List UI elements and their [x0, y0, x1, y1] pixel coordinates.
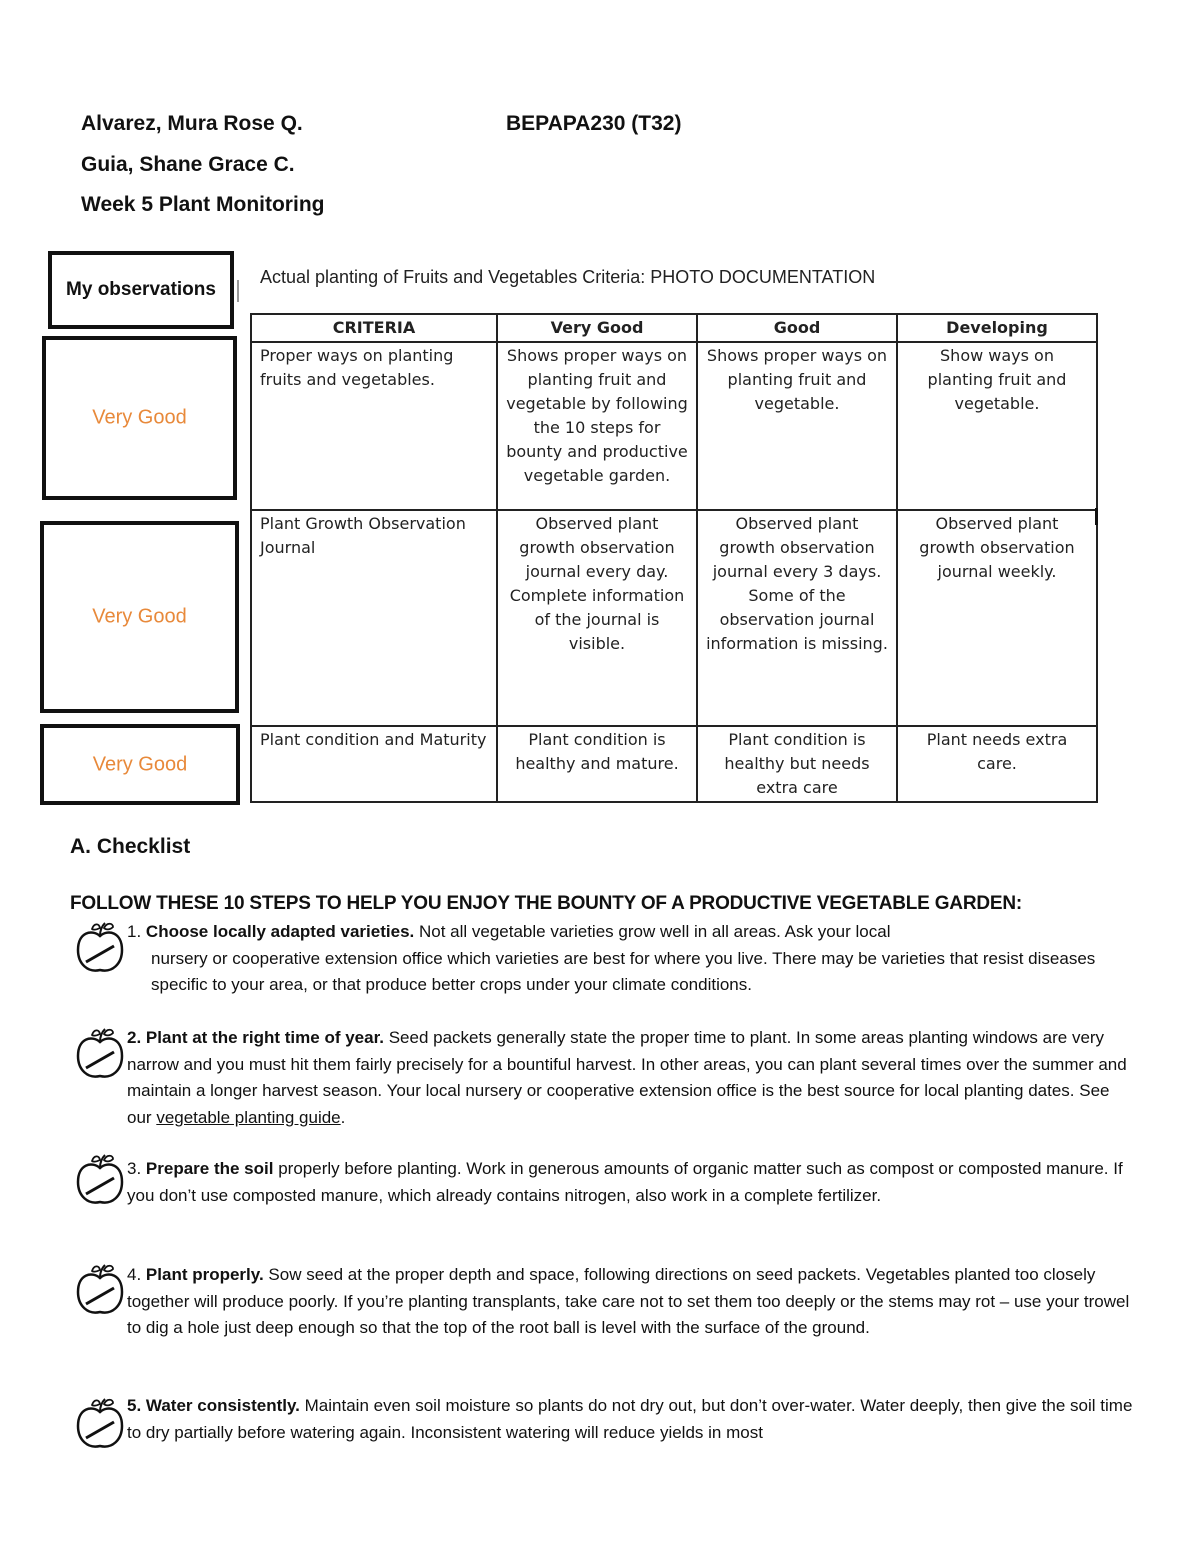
step-text: Sow seed at the proper depth and space, following directions on seed packets. Vegetables planted too closely together will produce poorly. If you’re planting transplants, take care not to set them too deeply or the stems may rot – use your trowel to dig a hole just deep enough so that the top of the root ball is level with the surface of the ground. [127, 1265, 1130, 1337]
rating-3: Very Good [92, 753, 188, 775]
row-very-good: Plant condition is healthy and mature. [497, 726, 697, 802]
class-section: BEPAPA230 (T32) [506, 112, 682, 135]
row-developing: Observed plant growth observation journal weekly. [897, 510, 1097, 726]
row-good: Observed plant growth observation journal every 3 days. Some of the observation journal information is missing. [697, 510, 897, 726]
step-text: Not all vegetable varieties grow well in all areas. Ask your local [418, 922, 891, 941]
rating-box-2 [40, 521, 239, 713]
step-number: 1. [127, 922, 142, 941]
step-number: 3. [127, 1159, 142, 1178]
planting-guide-link[interactable]: vegetable planting guide [156, 1107, 341, 1127]
rubric-title: Actual planting of Fruits and Vegetables Criteria: PHOTO DOCUMENTATION [260, 267, 876, 287]
step-text: Maintain even soil moisture so plants do not dry out, but don’t over-water. Water deeply, then give the soil time to dry partially before watering again. Inconsistent watering will reduce yields in most [127, 1396, 1133, 1442]
rating-box-1 [42, 336, 237, 500]
row-criteria: Plant condition and Maturity [251, 726, 497, 802]
checklist-heading: A. Checklist [70, 835, 191, 858]
step-bold: Water consistently. [145, 1396, 300, 1415]
col-very-good: Very Good [497, 314, 697, 342]
rubric-header-row [251, 314, 1097, 342]
step-bold: Plant properly. [145, 1265, 264, 1284]
table-row [251, 726, 1097, 802]
rating-2: Very Good [92, 605, 187, 628]
row-very-good: Shows proper ways on planting fruit and vegetable by following the 10 steps for bounty and productive vegetable garden. [497, 342, 697, 510]
step-text: nursery or cooperative extension office which varieties are best for where you live. There may be varieties that resist diseases specific to your area, or that produce better crops under your climate conditions. [151, 948, 1096, 994]
row-good: Shows proper ways on planting fruit and vegetable. [697, 342, 897, 510]
text-cursor-mark [237, 280, 239, 302]
step-text-end: . [340, 1107, 346, 1127]
step-number: 5. [127, 1396, 142, 1415]
step-bold: Prepare the soil [145, 1159, 274, 1178]
student-name-2: Guia, Shane Grace C. [81, 153, 295, 176]
apple-check-icon [72, 920, 128, 976]
step-2 [127, 1025, 1137, 1131]
table-row [251, 342, 1097, 510]
cell-cursor-mark [1095, 508, 1098, 525]
row-very-good: Observed plant growth observation journal every day. Complete information of the journal is visible. [497, 510, 697, 726]
step-5 [127, 1393, 1137, 1446]
step-bold: Plant at the right time of year. [145, 1028, 384, 1047]
my-observations-label: My observations [66, 279, 216, 300]
row-good: Plant condition is healthy but needs extra care [697, 726, 897, 802]
table-row [251, 510, 1097, 726]
steps-title: FOLLOW THESE 10 STEPS TO HELP YOU ENJOY THE BOUNTY OF A PRODUCTIVE VEGETABLE GARDEN: [70, 893, 1022, 914]
step-bold: Choose locally adapted varieties. [145, 922, 415, 941]
col-developing: Developing [897, 314, 1097, 342]
apple-check-icon [72, 1262, 128, 1318]
student-name-1: Alvarez, Mura Rose Q. [81, 112, 303, 135]
apple-check-icon [72, 1396, 128, 1452]
rating-box-3 [40, 724, 240, 805]
apple-check-icon [72, 1026, 128, 1082]
col-criteria: CRITERIA [251, 314, 497, 342]
step-text: properly before planting. Work in generous amounts of organic matter such as compost or composted manure. If you don’t use composted manure, which already contains nitrogen, also work in a complete fertilizer. [127, 1159, 1123, 1205]
step-1 [127, 919, 1137, 999]
step-3 [127, 1156, 1137, 1209]
row-developing: Show ways on planting fruit and vegetable. [897, 342, 1097, 510]
step-number: 2. [127, 1028, 142, 1047]
rubric-table [250, 313, 1098, 803]
row-developing: Plant needs extra care. [897, 726, 1097, 802]
step-number: 4. [127, 1265, 142, 1284]
rating-1: Very Good [92, 406, 187, 429]
row-criteria: Plant Growth Observation Journal [251, 510, 497, 726]
step-text: Seed packets generally state the proper time to plant. In some areas planting windows are very narrow and you must hit them fairly precisely for a bountiful harvest. In other areas, you can plant several times over the summer and maintain a longer harvest season. Your local nursery or cooperative extension office is the best source for local planting dates. See our [127, 1028, 1127, 1127]
row-criteria: Proper ways on planting fruits and vegetables. [251, 342, 497, 510]
my-observations-box [48, 251, 234, 329]
col-good: Good [697, 314, 897, 342]
page-title: Week 5 Plant Monitoring [81, 193, 325, 216]
apple-check-icon [72, 1152, 128, 1208]
step-4 [127, 1262, 1137, 1342]
